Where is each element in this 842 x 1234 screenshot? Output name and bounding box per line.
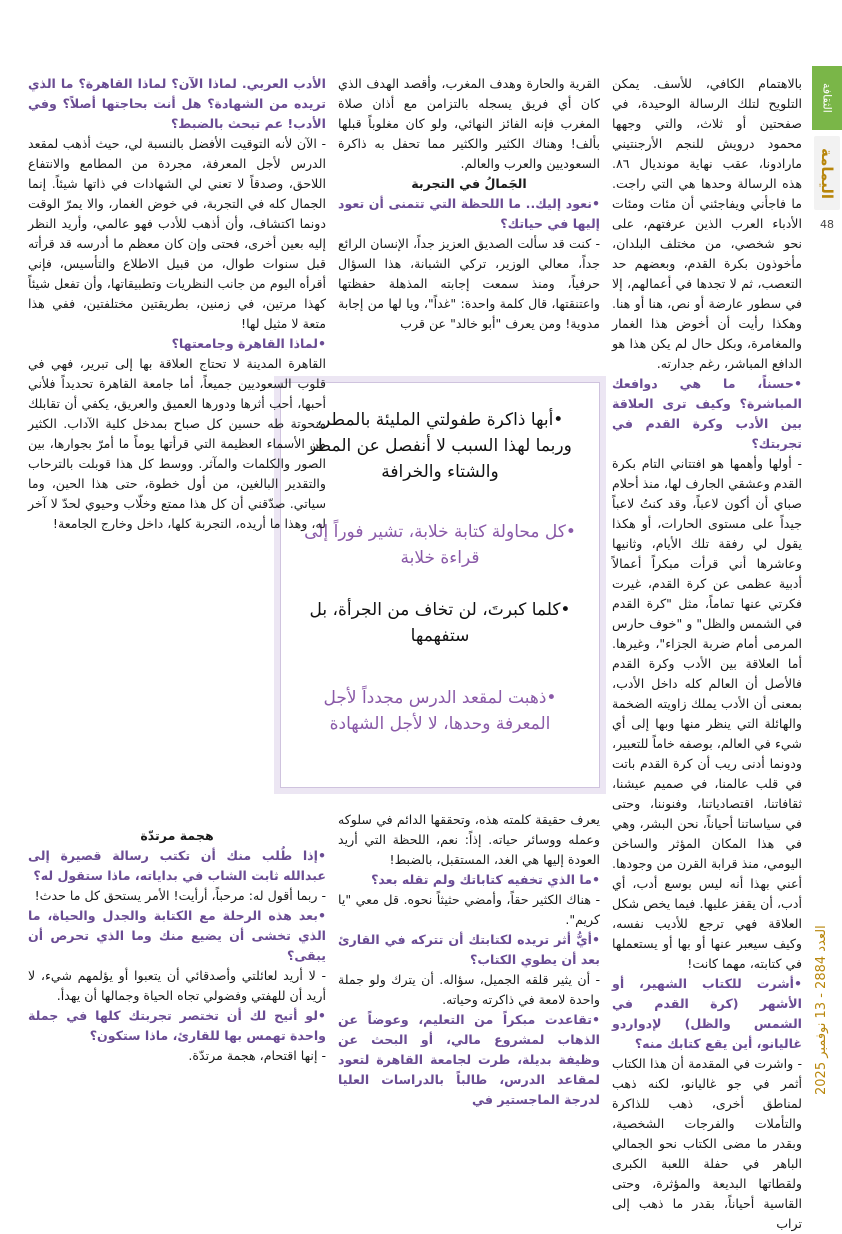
paragraph: - الآن لأنه التوقيت الأفضل بالنسبة لي، حيث أذهب لمقعد الدرس لأجل المعرفة، مجردة من المطامع والانتفاع اللاحق، وصدقاً لا تعني لي الشهادات في ذاتها شيئاً. إنما الجمال كله في التجربة، في خوض الغمار، والا يمرّ الوقت دونما اكتشاف، وأن أذهب للأدب فهو عالمي، وأريد النظر إليه بعين أخرى، فحتى وإن كان معظم ما أدرسه قد قرأته قبل سنوات طوال، من قبيل الاطلاع والتأسيس، فإني أقرأه اليوم من جانب النظريات وتطبيقاتها، وأن تفعل شيئاً كهذا مرتين، في زمنين، بطريقتين مختلفتين، ففي هذا متعة لا مثيل لها! — [28, 136, 326, 331]
paragraph: - ربما أقول له: مرحباً، أرأيت! الأمر يستحق كل ما حدث! — [34, 888, 326, 903]
paragraph: - أولها وأهمها هو افتتاني التام بكرة القدم وعشقي الجارف لها، منذ أحلام صباي أن أكون لاعباً، وقد كنتُ لاعباً جيداً على مستوى الحارات، أو هكذا يقول لي رفقة تلك الأيام، وثانيها وعاشرها أني قرأت مبكراً أعمالاً أدبية عظمى عن كرة القدم، غيرت فكرتي عنها تماماً، مثل "كرة القدم في الشمس والظل" و "خوف حارس المرمى أمام ضربة الجزاء"، وغيرها. أما العلاقة بين الأدب وكرة القدم فالأصل أن العالم كله داخل الأدب، بمعنى أن الأدب يملك زاويته الضخمة والهائلة التي ينظر منها وبها إلى أي شيء في العالم، بوصفه خاماً للتعبير، ودونما أدنى ريب أن كرة القدم باتت في قلب عالمنا، في صميم عيشنا، ثقافاتنا، اقتصادياتنا، وفنوننا، وحتى في سياساتنا أحياناً، نحن البشر، وهي في هذا المكان المؤثر والساخن اليومي، منذ قرابة القرن من وجودها. أعني بهذا أنه ليس بوسع أدب، أي أدب، أن يقفز عليها. فيما يخص شكل العلاقة فهي ترجع للأديب نفسه، وكيف سيعبر عنها أو بها أو يستعملها في كتابته، مهما كانت! — [612, 456, 802, 971]
question: •لماذا القاهرة وجامعتها؟ — [171, 336, 326, 351]
paragraph: القاهرة المدينة لا تحتاج العلاقة بها إلى تبرير، فهي في قلوب السعوديين جميعاً، أما جامعة القاهرة تحديداً فلأني أحبها، أحب أثرها ودورها العميق والعريق، يكفي أن تقابلك منحوتة طه حسين كل صباح بمدخل كلية الآداب. الكثير من الأسماء العظيمة التي قرأتها يوماً ما أمرّ بجوارها، بين الصور والكلمات والمآثر. ووسط كل هذا قوبلت بالترحاب والتقدير البالغين، من أول خطوة، حتى هذا الحين، وما سياتي. صدّقني أن كل هذا ممتع وخلّاب وحيوي لحدّ لا آخر له، وهذا ما أريده، التجربة كلها، داخل وخارج الجامعة! — [28, 356, 326, 531]
pull-quote: •أبها ذاكرة طفولتي المليئة بالمطر، وربما لهذا السبب لا أنفصل عن المطر والشتاء والخرافة — [308, 410, 572, 482]
column-3-bottom — [28, 826, 326, 1066]
subheading: الجَمالُ في التجربة — [411, 176, 527, 191]
paragraph: - أن يثير قلقه الجميل، سؤاله. أن يترك ولو جملة واحدة لامعة في ذاكرته وحياته. — [338, 972, 600, 1007]
column-2-top — [338, 74, 600, 334]
pull-quote: •كلما كبرتَ، لن تخاف من الجرأة، بل ستفهمها — [309, 600, 571, 646]
question: •بعد هذه الرحلة مع الكتابة والجدل والحياة، ما الذي تخشى أن يضيع منك وما الذي تحرص أن يبقى؟ — [28, 908, 326, 963]
question: •لو أتيح لك أن تختصر تجربتك كلها في جملة واحدة تهمس بها للقارئ، ماذا ستكون؟ — [28, 1008, 326, 1043]
section-tab: الثقافة — [812, 66, 842, 130]
question: •إذا طُلب منك أن تكتب رسالة قصيرة إلى عبدالله ثابت الشاب في بداياته، ماذا ستقول له؟ — [28, 848, 326, 883]
column-2-bottom — [338, 810, 600, 1110]
pull-quote: •كل محاولة كتابة خلابة، تشير فوراً إلى قراءة خلابة — [304, 522, 576, 568]
magazine-logo: اليمامة — [814, 136, 840, 210]
column-3-top — [28, 74, 326, 534]
subheading: هجمة مرتدّة — [140, 828, 214, 843]
paragraph: - إنها اقتحام، هجمة مرتدّة. — [188, 1048, 326, 1063]
paragraph: بالاهتمام الكافي، للأسف. يمكن التلويح لتلك الرسالة الوحيدة، في صفحتين أو ثلاث، والتي وجهها محمود درويش للنجم الأرجنتيني مارادونا، عقب نهاية مونديال ٨٦. هذه الرسالة وحدها هي التي راجت. ما فاجأني ويفاجئني أن مئات ومئات الأدباء العرب الذين عرفتهم، على نحو شخصي، من مختلف البلدان، مأخوذون بكرة القدم، وبعضهم حد التعصب، ثم لا تجدها في أعمالهم، إلا في سطور عارضة أو نص، هنا أو هنا. وهكذا رأيت أن أخوض هذا الغمار والمغامرة، وبكل حال لم يكن هذا هو الدافع المباشر، رغم جدارته. — [612, 76, 802, 371]
paragraph: - هناك الكثير حقاً، وأمضي حثيثاً نحوه. قل معي "يا كريم". — [338, 892, 600, 927]
question: •حسناً، ما هي دوافعك المباشرة؟ وكيف ترى العلاقة بين الأدب وكرة القدم في تجربتك؟ — [612, 376, 802, 451]
column-1 — [612, 74, 802, 1234]
question: •تقاعدت مبكراً من التعليم، وعوضاً عن الذهاب لمشروع مالي، أو البحث عن وظيفة بديلة، طرت لجامعة القاهرة لتعود لمقاعد الدرس، طالباً بالدراسات العليا لدرجة الماجستير في — [338, 1012, 600, 1107]
question: •أشرت للكتاب الشهير، أو الأشهر (كرة القدم في الشمس والظل) لإدواردو غاليانو، أين يقع كتابك منه؟ — [612, 976, 802, 1051]
question: •أيُّ أثر تريده لكتابتك أن تتركه في القارئ بعد أن يطوي الكتاب؟ — [338, 932, 600, 967]
pull-quote: •ذهبت لمقعد الدرس مجدداً لأجل المعرفة وحدها، لا لأجل الشهادة — [323, 688, 557, 734]
paragraph: - لا أريد لعائلتي وأصدقائي أن يتعبوا أو يؤلمهم شيء، لا أريد أن للهفتي وفضولي تجاه الحياة وجمالها أن يهدأ. — [28, 968, 326, 1003]
paragraph: يعرف حقيقة كلمته هذه، وتحققها الدائم في سلوكه وعمله ووسائر حياته. إذاً: نعم، اللحظة التي أريد العودة إليها هي الغد، المستقبل، بالضبط! — [338, 812, 600, 867]
paragraph: - كنت قد سألت الصديق العزيز جداً، الإنسان الرائع جداً، معالي الوزير، تركي الشبانة، هذا السؤال حرفياً، ومنذ سمعت إجابته المذهلة حفظتها واعتنقتها، قال كلمة واحدة: "غداً"، ويا لها من إجابة مدوية! ومن يعرف "أبو خالد" عن قرب — [338, 236, 600, 331]
pull-quote-box — [280, 382, 600, 788]
question: •نعود إليك.. ما اللحظة التي تتمنى أن تعود إليها في حياتك؟ — [338, 196, 600, 231]
question: •ما الذي تخفيه كتاباتك ولم تقله بعد؟ — [371, 872, 600, 887]
paragraph: القرية والحارة وهدف المغرب، وأقصد الهدف الذي كان أي فريق يسجله بالتزامن مع أذان صلاة المغرب فإنه الفائز النهائي، ولو كان مغلوباً قبلها بألف! وهناك الكثير والكثير مما تحفل به ذاكرة السعوديين والعرب والعالم. — [338, 76, 600, 171]
page-number: 48 — [820, 218, 834, 231]
question: الأدب العربي. لماذا الآن؟ لماذا القاهرة؟ ما الذي تريده من الشهادة؟ هل أنت بحاجتها أصلاً؟ وفي الأدب! عم تبحث بالضبط؟ — [28, 76, 326, 131]
side-strip — [812, 0, 842, 1200]
issue-info: العدد 2884 - 13 نوفمبر 2025 — [814, 925, 829, 1095]
paragraph: - واشرت في المقدمة أن هذا الكتاب أثمر في جو غاليانو، لكنه ذهب لمناطق أخرى، ذهب للذاكرة والتأملات والفرجات الشخصية، وبقدر ما مضى الكتاب نحو الجمالي الباهر في حفلة اللعبة الكبرى ولقطاتها البديعة والمؤثرة، وحتى القاسية أحياناً، بقدر ما ذهب إلى تراب — [612, 1056, 802, 1231]
